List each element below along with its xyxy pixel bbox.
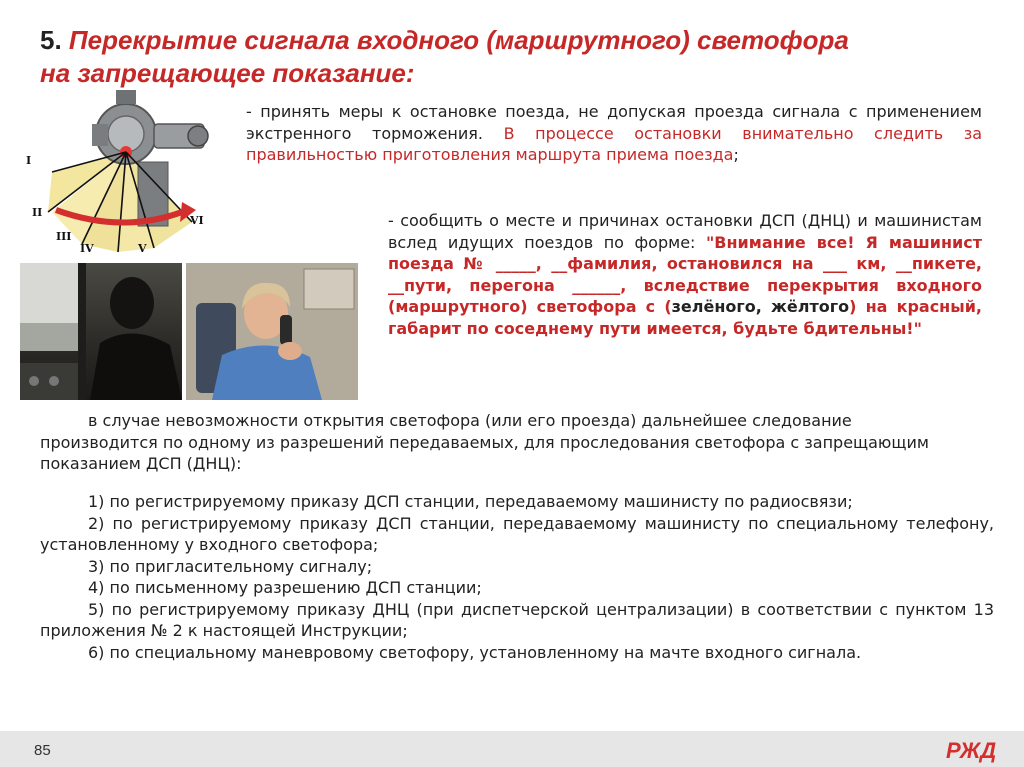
instruction-report — [388, 210, 982, 339]
instruction-brake-text: - принять меры к остановке поезда, не допуская проезда сигнала с применением экстренного торможения. — [246, 102, 982, 143]
instruction-brake — [246, 101, 982, 166]
label-II: II — [32, 206, 43, 219]
panel-gauge — [29, 376, 39, 386]
mechanism-knob — [188, 126, 208, 146]
list-item: 4) по письменному разрешению ДСП станции; — [88, 578, 482, 597]
title-dot: . — [54, 25, 69, 55]
driver-cab-scene — [20, 263, 182, 400]
label-VI: VI — [190, 214, 204, 227]
driver-head — [110, 277, 154, 329]
radio-message-end: на красный, габарит по соседнему пути имеется, будьте бдительны!" — [388, 297, 982, 338]
panel-gauge — [49, 376, 59, 386]
control-panel — [20, 363, 78, 400]
instruction-brake-warning: В процессе остановки внимательно следить за правильностью приготовления маршрута приема поезда — [246, 123, 983, 164]
slide-title — [40, 24, 990, 90]
list-item: 2) по регистрируемому приказу ДСП станции, передаваемому машинисту по специальному телефону, установленному у входного светофора; — [40, 513, 994, 554]
title-number: 5 — [40, 25, 55, 55]
rzd-logo-icon — [944, 737, 1006, 763]
label-I: I — [26, 154, 32, 167]
label-III: III — [56, 230, 72, 243]
window-frame — [78, 263, 86, 400]
signal-illustration — [22, 84, 228, 256]
radio-message-colors: зелёного, жёлтого — [671, 297, 850, 316]
list-item: 6) по специальному маневровому светофору, установленному на мачте входного сигнала. — [88, 642, 862, 662]
list-item: 5) по регистрируемому приказу ДНЦ (при диспетчерской централизации) в соответствии с пунктом 13 приложения № 2 к настоящей Инструкции; — [40, 599, 994, 640]
slide-footer — [0, 731, 1024, 767]
window-landscape — [20, 323, 78, 351]
mechanism-side — [92, 124, 108, 146]
label-V: V — [138, 242, 147, 255]
instruction-report-text: - сообщить о месте и причинах остановки ДСП (ДНЦ) и машинистам вслед идущих поездов по форме: — [388, 211, 982, 252]
radio-message-template: "Внимание все! Я машинист поезда № _____, __фамилия, остановился на ___ км, __пикете, __пути, перегона ______, вследствие перекрытия входного (маршрутного) светофора с — [388, 232, 982, 316]
list-item: 3) по пригласительному сигналу; — [88, 556, 373, 576]
radio-message-paren-close: ) — [849, 297, 857, 316]
dispatcher-hand — [278, 342, 302, 360]
permission-intro-text: в случае невозможности открытия светофора (или его проезда) дальнейшее следование производится по одному из разрешений передаваемых, для проследования светофора с запрещающим показанием ДСП (ДНЦ): — [40, 411, 929, 473]
permission-intro — [40, 410, 968, 475]
title-line2: на запрещающее показание: — [40, 58, 415, 88]
dispatcher-scene — [186, 263, 358, 400]
permission-list — [40, 491, 994, 663]
dispatcher-photo — [186, 263, 358, 400]
driver-body — [90, 333, 182, 400]
radio-message-paren-open: ( — [664, 297, 672, 316]
instruction-brake-tail: ; — [733, 145, 739, 164]
driver-cab-photo — [20, 263, 182, 400]
rzd-logo-text: РЖД — [946, 738, 997, 763]
label-IV: IV — [80, 242, 94, 255]
phone-handset-icon — [280, 315, 292, 345]
title-line1: Перекрытие сигнала входного (маршрутного) светофора — [68, 25, 849, 55]
page-number: 85 — [34, 742, 51, 759]
wall-board — [304, 269, 354, 309]
mechanism-top — [116, 90, 136, 104]
list-item: 1) по регистрируемому приказу ДСП станции, передаваемому машинисту по радиосвязи; — [88, 492, 853, 511]
